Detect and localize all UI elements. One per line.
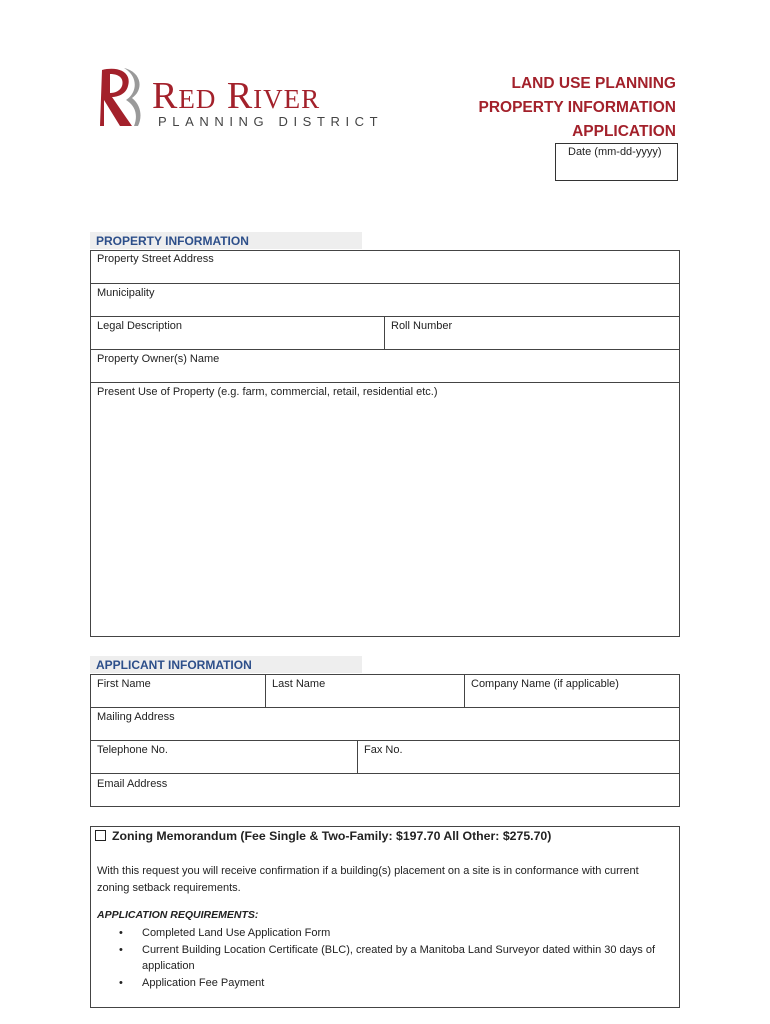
title-line-1: LAND USE PLANNING [511,75,676,92]
date-field-label: Date (mm-dd-yyyy) [568,146,662,158]
fax-field[interactable] [358,741,680,773]
zoning-memorandum-description: With this request you will receive confirmation if a building(s) placement on a site is in conformance with current zoning setback requirements. [97,865,639,894]
list-item [97,975,672,992]
email-label: Email Address [97,778,168,790]
bullet-icon: • [119,927,123,939]
street-address-label: Property Street Address [97,253,214,265]
legal-description-label: Legal Description [97,320,182,332]
title-line-2: PROPERTY INFORMATION [478,99,676,116]
title-line-3: APPLICATION [572,123,676,140]
municipality-label: Municipality [97,287,155,299]
zoning-memorandum-title: Zoning Memorandum (Fee Single & Two-Family: $197.70 All Other: $275.70) [112,829,552,843]
telephone-label: Telephone No. [97,744,168,756]
last-name-label: Last Name [272,678,326,690]
page-title [479,72,677,144]
list-item [97,942,672,975]
requirement-text: Completed Land Use Application Form [142,927,331,939]
logo-subtitle: PLANNING DISTRICT [158,114,384,129]
present-use-label: Present Use of Property (e.g. farm, commercial, retail, residential etc.) [97,386,438,398]
last-name-field[interactable] [266,675,464,707]
requirements-list [97,925,672,991]
applicant-section-heading: APPLICANT INFORMATION [90,656,362,673]
requirement-text: Application Fee Payment [142,976,265,989]
mailing-address-label: Mailing Address [97,711,175,723]
municipality-field[interactable] [90,284,680,316]
zoning-memorandum-checkbox[interactable] [95,830,106,841]
date-field[interactable] [555,143,678,181]
logo-mark-icon [98,66,148,128]
mailing-address-field[interactable] [90,708,680,740]
owners-label: Property Owner(s) Name [97,353,220,365]
logo-name: Red River [152,75,321,117]
present-use-field[interactable] [90,383,680,636]
first-name-label: First Name [97,678,151,690]
legal-description-field[interactable] [90,317,384,349]
street-address-field[interactable] [90,250,680,283]
company-name-label: Company Name (if applicable) [471,678,619,690]
bullet-icon: • [119,976,123,989]
fax-label: Fax No. [364,744,403,756]
list-item [97,925,672,942]
email-field[interactable] [90,774,680,806]
bullet-icon: • [119,943,123,956]
property-section-heading: PROPERTY INFORMATION [90,232,362,249]
roll-number-field[interactable] [385,317,680,349]
telephone-field[interactable] [90,741,357,773]
owners-field[interactable] [90,350,680,382]
roll-number-label: Roll Number [391,320,453,332]
requirement-text: Current Building Location Certificate (BLC), created by a Manitoba Land Surveyor dated within 30 days of application [142,943,656,972]
first-name-field[interactable] [90,675,265,707]
requirements-heading: APPLICATION REQUIREMENTS: [97,909,259,921]
company-name-field[interactable] [465,675,680,707]
